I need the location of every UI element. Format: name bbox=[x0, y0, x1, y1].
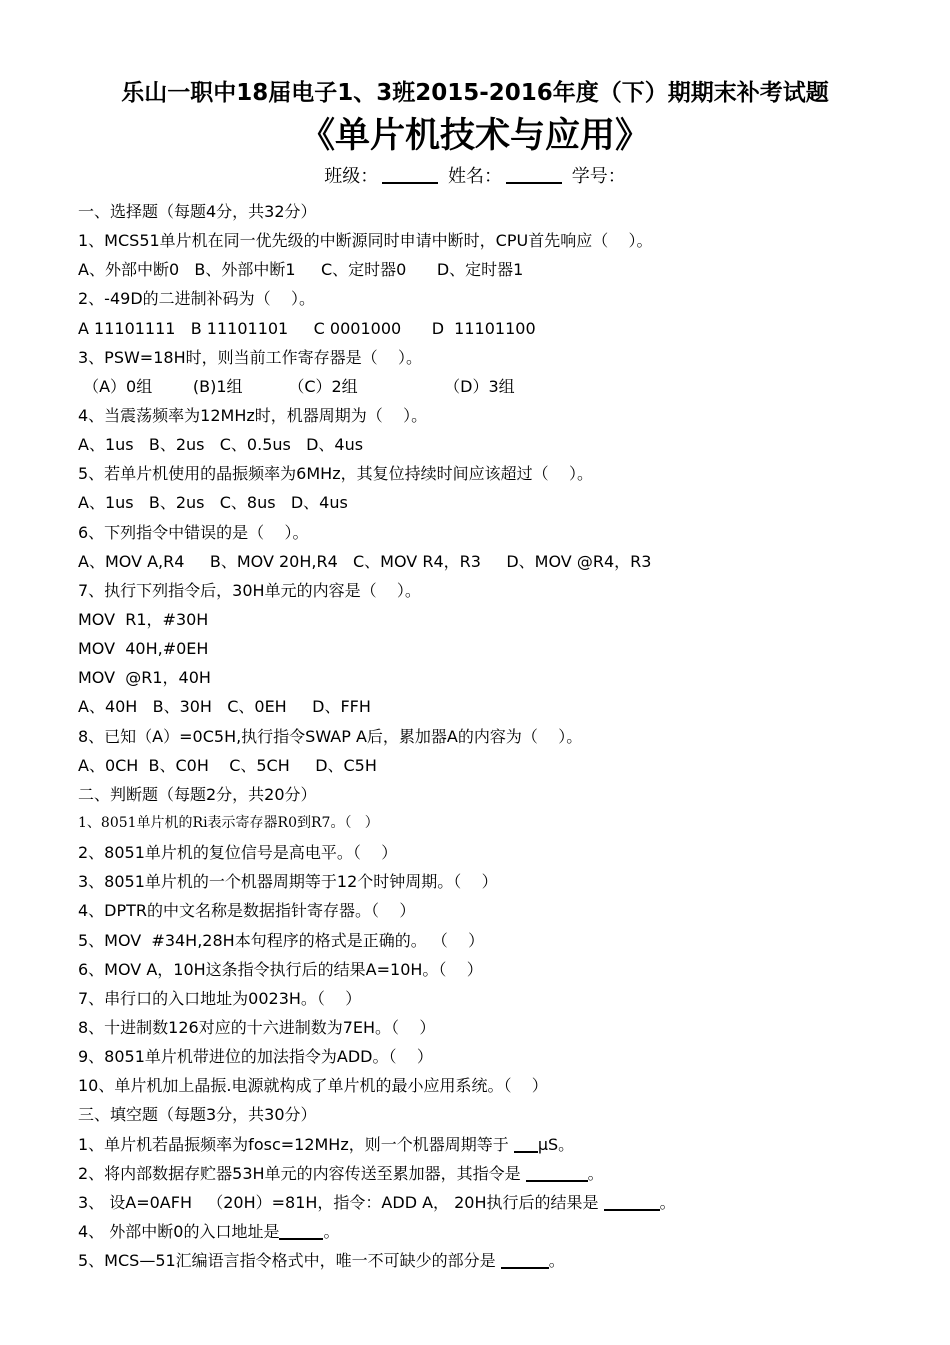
question-line bbox=[78, 1217, 918, 1246]
question-line bbox=[78, 343, 918, 372]
line-text: MOV R1，#30H bbox=[78, 609, 209, 629]
line-suffix: 。 bbox=[659, 1192, 676, 1212]
question-line bbox=[78, 576, 918, 605]
student-info-line bbox=[0, 162, 950, 192]
question-line bbox=[78, 663, 918, 692]
class-blank[interactable] bbox=[382, 164, 438, 184]
line-text: MOV @R1，40H bbox=[78, 668, 211, 688]
question-line bbox=[78, 372, 918, 401]
line-text: 6、下列指令中错误的是（ ）。 bbox=[78, 522, 309, 542]
line-text: （A）0组 (B)1组 （C）2组 （D）3组 bbox=[78, 376, 515, 396]
line-text: A、0CH B、C0H C、5CH D、C5H bbox=[78, 755, 377, 775]
question-line bbox=[78, 955, 918, 984]
line-text: 三、填空题（每题3分，共30分） bbox=[78, 1105, 317, 1125]
line-text: 3、 设A=0AFH （20H）=81H，指令：ADD A， 20H执行后的结果是 bbox=[78, 1192, 604, 1212]
question-line bbox=[78, 314, 918, 343]
answer-blank[interactable] bbox=[514, 1135, 538, 1153]
line-suffix: 。 bbox=[323, 1221, 340, 1241]
class-label: 班级： bbox=[324, 166, 379, 187]
line-text: A、1us B、2us C、8us D、4us bbox=[78, 493, 348, 513]
question-line bbox=[78, 605, 918, 634]
answer-blank[interactable] bbox=[501, 1251, 549, 1269]
line-text: 2、将内部数据存贮器53H单元的内容传送至累加器，其指令是 bbox=[78, 1163, 526, 1183]
answer-blank[interactable] bbox=[279, 1222, 323, 1240]
line-text: A、40H B、30H C、0EH D、FFH bbox=[78, 697, 371, 717]
question-line bbox=[78, 722, 918, 751]
question-line bbox=[78, 226, 918, 255]
course-title: 《单片机技术与应用》 bbox=[299, 116, 650, 156]
question-line bbox=[78, 1188, 918, 1217]
section-heading bbox=[78, 780, 918, 809]
question-line bbox=[78, 984, 918, 1013]
answer-blank[interactable] bbox=[604, 1193, 660, 1211]
question-line bbox=[78, 1013, 918, 1042]
line-text: 3、8051单片机的一个机器周期等于12个时钟周期。（ ） bbox=[78, 872, 498, 892]
line-text: MOV 40H,#0EH bbox=[78, 639, 209, 659]
section-heading bbox=[78, 1100, 918, 1129]
line-text: A、1us B、2us C、0.5us D、4us bbox=[78, 435, 364, 455]
name-label: 姓名： bbox=[448, 166, 502, 187]
line-text: 8、已知（A）=0C5H,执行指令SWAP A后，累加器A的内容为（ ）。 bbox=[78, 726, 583, 746]
question-line bbox=[78, 518, 918, 547]
question-line bbox=[78, 1246, 918, 1275]
question-line bbox=[78, 459, 918, 488]
line-text: 1、8051单片机的Ri表示寄存器R0到R7。（ ） bbox=[78, 814, 379, 831]
line-text: A、MOV A,R4 B、MOV 20H,R4 C、MOV R4，R3 D、MOV @R4，R3 bbox=[78, 551, 652, 571]
line-text: 7、执行下列指令后，30H单元的内容是（ ）。 bbox=[78, 580, 421, 600]
line-text: A、外部中断0 B、外部中断1 C、定时器0 D、定时器1 bbox=[78, 260, 524, 280]
line-text: 1、单片机若晶振频率为fosc=12MHz，则一个机器周期等于 bbox=[78, 1134, 514, 1154]
line-text: 1、MCS51单片机在同一优先级的中断源同时申请中断时，CPU首先响应（ ）。 bbox=[78, 231, 653, 251]
line-text: 5、MOV #34H,28H本句程序的格式是正确的。 （ ） bbox=[78, 930, 485, 950]
section-heading bbox=[78, 197, 918, 226]
exam-header bbox=[0, 0, 950, 192]
line-text: 2、8051单片机的复位信号是高电平。（ ） bbox=[78, 843, 398, 863]
line-suffix: 。 bbox=[548, 1251, 565, 1271]
school-title: 乐山一职中18届电子1、3班2015-2016年度（下）期期末补考试题 bbox=[121, 80, 829, 106]
question-line bbox=[78, 692, 918, 721]
question-line bbox=[78, 547, 918, 576]
line-text: 10、单片机加上晶振.电源就构成了单片机的最小应用系统。（ ） bbox=[78, 1076, 548, 1096]
question-line bbox=[78, 926, 918, 955]
question-line bbox=[78, 430, 918, 459]
line-text: 4、当震荡频率为12MHz时，机器周期为（ ）。 bbox=[78, 405, 428, 425]
line-text: 4、 外部中断0的入口地址是 bbox=[78, 1221, 280, 1241]
question-line bbox=[78, 488, 918, 517]
line-text: 6、MOV A，10H这条指令执行后的结果A=10H。（ ） bbox=[78, 959, 483, 979]
exam-content bbox=[78, 197, 918, 1275]
id-label: 学号： bbox=[571, 166, 626, 187]
line-text: 5、MCS—51汇编语言指令格式中，唯一不可缺少的部分是 bbox=[78, 1251, 501, 1271]
question-line bbox=[78, 751, 918, 780]
line-text: 7、串行口的入口地址为0023H。（ ） bbox=[78, 988, 362, 1008]
line-text: 一、选择题（每题4分，共32分） bbox=[78, 202, 317, 221]
name-blank[interactable] bbox=[506, 164, 562, 184]
line-suffix: μS。 bbox=[537, 1134, 575, 1154]
line-text: 5、若单片机使用的晶振频率为6MHz，其复位持续时间应该超过（ ）。 bbox=[78, 464, 593, 484]
question-line bbox=[78, 1159, 918, 1188]
line-text: 4、DPTR的中文名称是数据指针寄存器。（ ） bbox=[78, 901, 416, 921]
question-line bbox=[78, 838, 918, 867]
question-line bbox=[78, 634, 918, 663]
question-line bbox=[78, 867, 918, 896]
question-line bbox=[78, 896, 918, 925]
line-suffix: 。 bbox=[587, 1163, 604, 1183]
line-text: 3、PSW=18H时，则当前工作寄存器是（ ）。 bbox=[78, 347, 422, 367]
line-text: A 11101111 B 11101101 C 0001000 D 11101100 bbox=[78, 318, 536, 338]
line-text: 2、-49D的二进制补码为（ ）。 bbox=[78, 289, 315, 309]
question-line bbox=[78, 284, 918, 313]
question-line bbox=[78, 1071, 918, 1100]
question-line bbox=[78, 401, 918, 430]
line-text: 9、8051单片机带进位的加法指令为ADD。（ ） bbox=[78, 1047, 433, 1067]
line-text: 二、判断题（每题2分，共20分） bbox=[78, 784, 317, 804]
line-text: 8、十进制数126对应的十六进制数为7EH。（ ） bbox=[78, 1017, 436, 1037]
question-line bbox=[78, 1042, 918, 1071]
question-line bbox=[78, 1130, 918, 1159]
question-line bbox=[78, 809, 918, 838]
question-line bbox=[78, 255, 918, 284]
answer-blank[interactable] bbox=[526, 1164, 588, 1182]
